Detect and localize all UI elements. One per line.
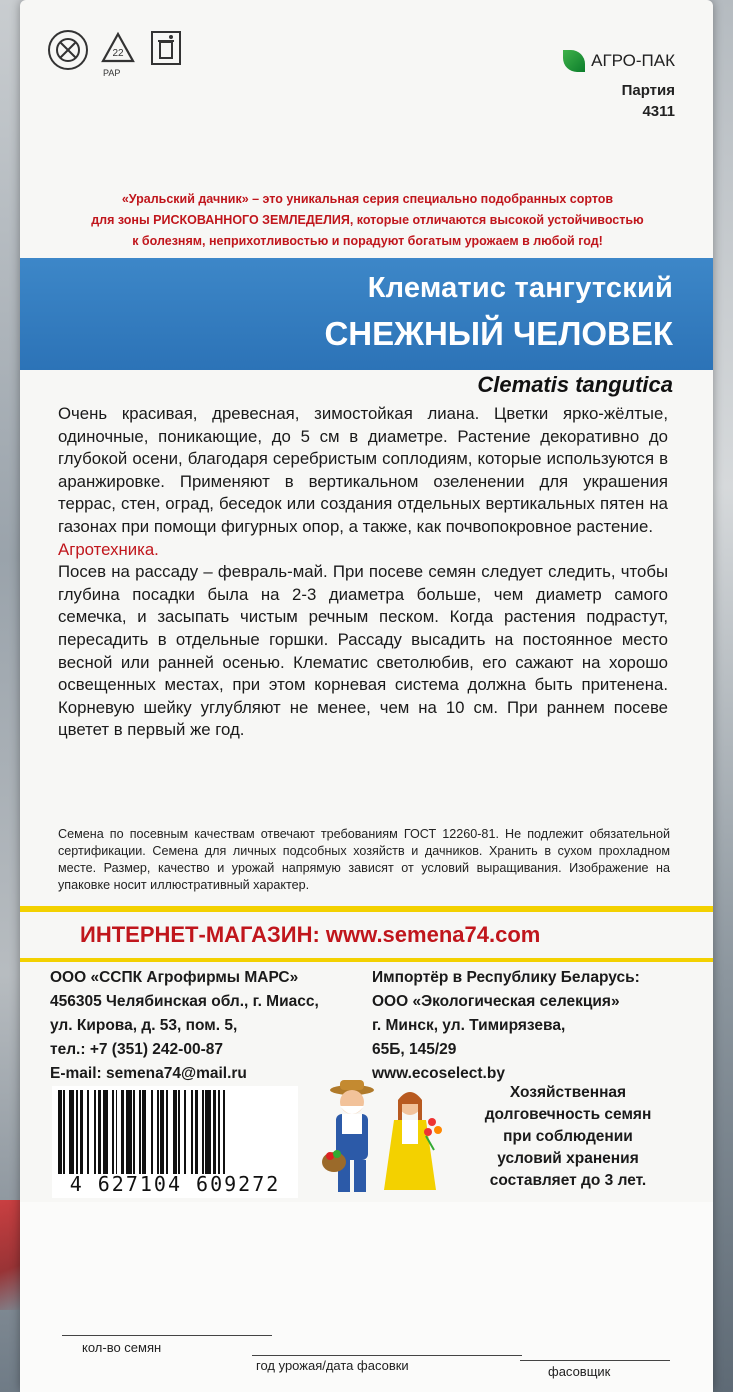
importer-building: 65Б, 145/29 — [372, 1041, 457, 1058]
batch-label: Партия — [621, 82, 675, 99]
durability-line-2: долговечность семян — [484, 1106, 652, 1123]
no-litter-icon — [48, 30, 88, 70]
seed-count-label: кол-во семян — [82, 1340, 162, 1355]
certification-text: Семена по посевным качествам отвечают требованиям ГОСТ 12260-81. Не подлежит обязательной сертификации. Семена для личных подсобных хозяйств и дачников. Хранить в сухом прохладном месте. Размер, качество и урожай напрямую зависят от условий выращивания. Изображение на упаковке носит иллюстративный характер. — [58, 827, 670, 892]
batch-number: 4311 — [642, 103, 675, 120]
recycle-icon — [98, 30, 138, 66]
latin-name: Clematis tangutica — [477, 372, 673, 397]
series-slogan — [40, 189, 695, 252]
brand-name: АГРО-ПАК — [591, 51, 675, 70]
barcode-bar — [225, 1090, 229, 1174]
durability-line-1: Хозяйственная — [509, 1084, 627, 1101]
importer-website[interactable]: www.ecoselect.by — [372, 1065, 505, 1082]
product-title: Клематис тангутский — [367, 272, 673, 304]
durability-line-3: при соблюдении — [503, 1128, 633, 1145]
description-text: Очень красивая, древесная, зимостойкая лиана. Цветки ярко-жёлтые, одиночные, поникающие, до 5 см в диаметре. Растение декоративно до глубокой осени, благодаря серебристым соплодиям, которые используются в аранжировке. Применяют в вертикальном озеленении для украшения террас, стен, оград, беседок или создания отдельных вертикальных пятен на газонах при помощи фигурных опор, а также, как почвопокровное растение. — [58, 404, 668, 536]
slogan-line-3: к болезням, неприхотливостью и порадуют богатым урожаем в любой год! — [132, 234, 603, 248]
company-city: 456305 Челябинская обл., г. Миасс, — [50, 993, 319, 1010]
agrotech-heading: Агротехника. — [58, 539, 159, 559]
batch-info — [622, 80, 675, 122]
product-description — [58, 403, 668, 742]
barcode — [52, 1086, 298, 1198]
durability-line-4: условий хранения — [497, 1150, 639, 1167]
yellow-stripe-bottom — [20, 958, 713, 962]
company-email[interactable]: E-mail: semena74@mail.ru — [50, 1065, 247, 1082]
company-phone: тел.: +7 (351) 242-00-87 — [50, 1041, 223, 1058]
barcode-bars — [58, 1090, 292, 1174]
durability-line-5: составляет до 3 лет. — [489, 1172, 647, 1189]
slogan-line-2: для зоны РИСКОВАННОГО ЗЕМЛЕДЕЛИЯ, которые отличаются высокой устойчивостью — [91, 213, 644, 227]
pap-label: PAP — [103, 68, 121, 78]
recycling-icons — [48, 30, 184, 70]
recycle-number: 22 — [112, 48, 124, 59]
yellow-stripe-top — [20, 906, 713, 912]
barcode-number: 4 627104 609272 — [69, 1172, 281, 1196]
importer-name: ООО «Экологическая селекция» — [372, 993, 620, 1010]
brand — [563, 50, 675, 72]
company-street: ул. Кирова, д. 53, пом. 5, — [50, 1017, 238, 1034]
company-name: ООО «ССПК Агрофирмы МАРС» — [50, 969, 299, 986]
packer-label: фасовщик — [548, 1364, 611, 1379]
harvest-year-label: год урожая/дата фасовки — [256, 1358, 409, 1373]
importer-address — [372, 966, 640, 1086]
importer-heading: Импортёр в Республику Беларусь: — [372, 969, 640, 986]
seed-durability — [452, 1082, 684, 1192]
agrotech-text: Посев на рассаду – февраль-май. При посеве семян следует следить, чтобы глубина посадки была на 2-3 диаметра больше, чем диаметр самого семечка, и засыпать чистым речным песком. Когда растения подрастут, пересадить в отдельные горшки. Рассаду высадить на постоянное место весной или ранней осенью. Клематис светолюбив, его сажают на хорошо освещенных местах, при этом корневая система должна быть притенена. Корневую шейку углубляют не менее, чем на 10 см. При раннем посеве цветет в первый же год. — [58, 562, 668, 740]
company-address — [50, 966, 319, 1086]
packer-line — [520, 1360, 670, 1361]
trash-bin-icon — [148, 30, 184, 66]
importer-street: г. Минск, ул. Тимирязева, — [372, 1017, 566, 1034]
leaf-logo-icon — [563, 50, 585, 72]
farmer-couple-illustration — [322, 1080, 446, 1200]
seed-count-line — [62, 1335, 272, 1336]
harvest-year-line — [252, 1355, 522, 1356]
slogan-line-1: «Уральский дачник» – это уникальная серия специально подобранных сортов — [121, 192, 614, 206]
online-shop-link[interactable]: ИНТЕРНЕТ-МАГАЗИН: www.semena74.com — [80, 922, 541, 947]
variety-name: СНЕЖНЫЙ ЧЕЛОВЕК — [324, 315, 673, 352]
